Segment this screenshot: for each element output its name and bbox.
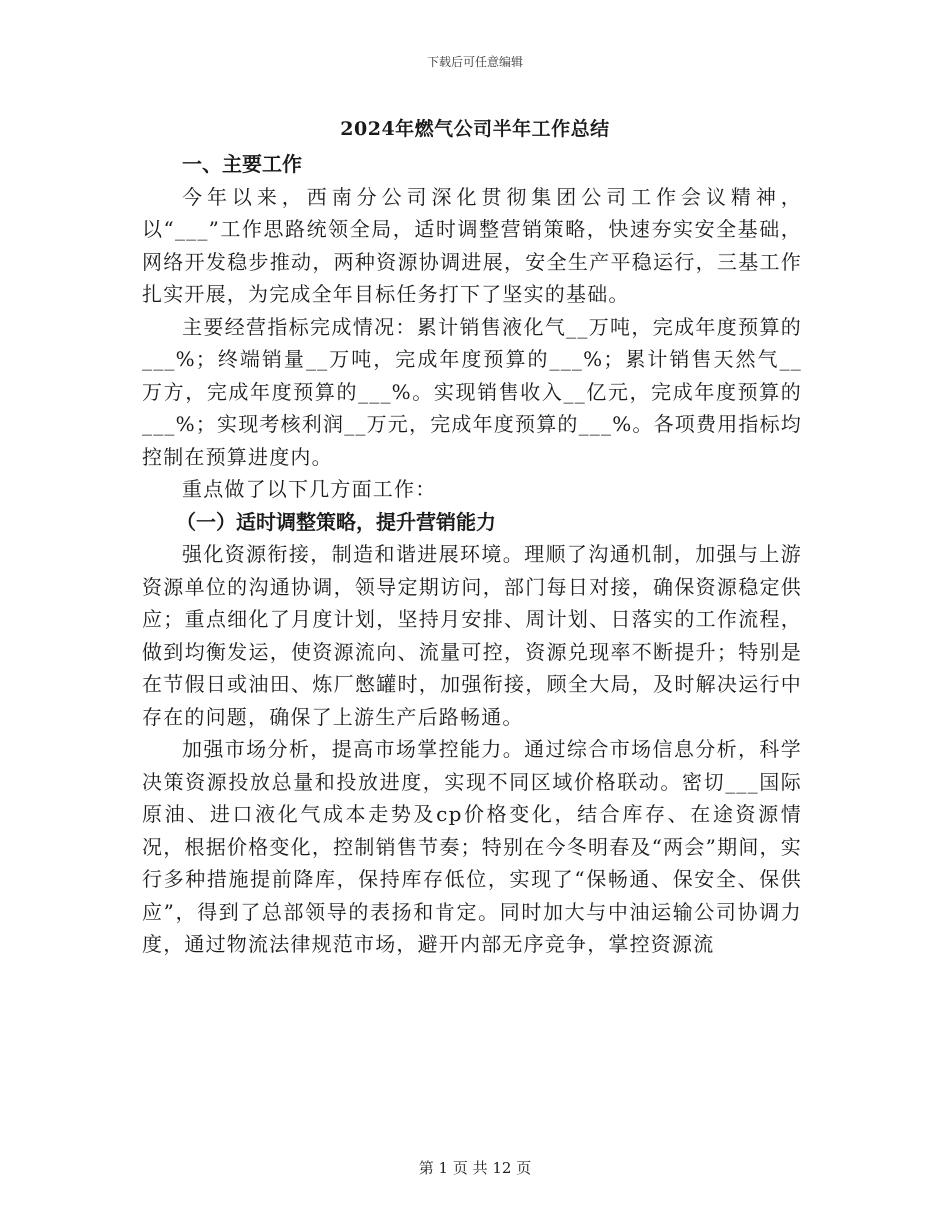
page-number-footer: 第 1 页 共 12 页	[418, 1159, 532, 1177]
document-body	[142, 148, 802, 961]
paragraph-market-analysis: 加强市场分析，提高市场掌控能力。通过综合市场信息分析，科学决策资源投放总量和投放进度，实现不同区域价格联动。密切___国际原油、进口液化气成本走势及cp价格变化，结合库存、在途资源情况，根据价格变化，控制销售节奏；特别在今冬明春及“两会”期间，实行多种措施提前降库，保持库存低位，实现了“保畅通、保安全、保供应”，得到了总部领导的表扬和肯定。同时加大与中油运输公司协调力度，通过物流法律规范市场，避开内部无序竞争，掌控资源流	[142, 737, 802, 956]
paragraph-indicators: 主要经营指标完成情况：累计销售液化气__万吨，完成年度预算的___%；终端销量__万吨，完成年度预算的___%；累计销售天然气__万方，完成年度预算的___%。实现销售收入__亿元，完成年度预算的___%；实现考核利润__万元，完成年度预算的___%。各项费用指标均控制在预算进度内。	[142, 314, 803, 469]
document-title: 2024年燃气公司半年工作总结	[340, 118, 610, 140]
paragraph-key-work-lead: 重点做了以下几方面工作：	[182, 477, 437, 501]
paragraph-resource-coordination: 强化资源衔接，制造和谐进展环境。理顺了沟通机制，加强与上游资源单位的沟通协调，领导定期访问，部门每日对接，确保资源稳定供应；重点细化了月度计划，坚持月安排、周计划、日落实的工作流程，做到均衡发运，使资源流向、流量可控，资源兑现率不断提升；特别是在节假日或油田、炼厂憋罐时，加强衔接，顾全大局，及时解决运行中存在的问题，确保了上游生产后路畅通。	[142, 542, 802, 729]
subsection-heading-strategy: （一）适时调整策略，提升营销能力	[176, 509, 496, 534]
section-heading-main-work: 一、主要工作	[182, 152, 302, 176]
paragraph-intro: 今年以来，西南分公司深化贯彻集团公司工作会议精神，以“___”工作思路统领全局，适时调整营销策略，快速夯实安全基础，网络开发稳步推动，两种资源协调进展，安全生产平稳运行，三基工作扎实开展，为完成全年目标任务打下了坚实的基础。	[142, 184, 802, 306]
header-note: 下载后可任意编辑	[426, 55, 523, 69]
